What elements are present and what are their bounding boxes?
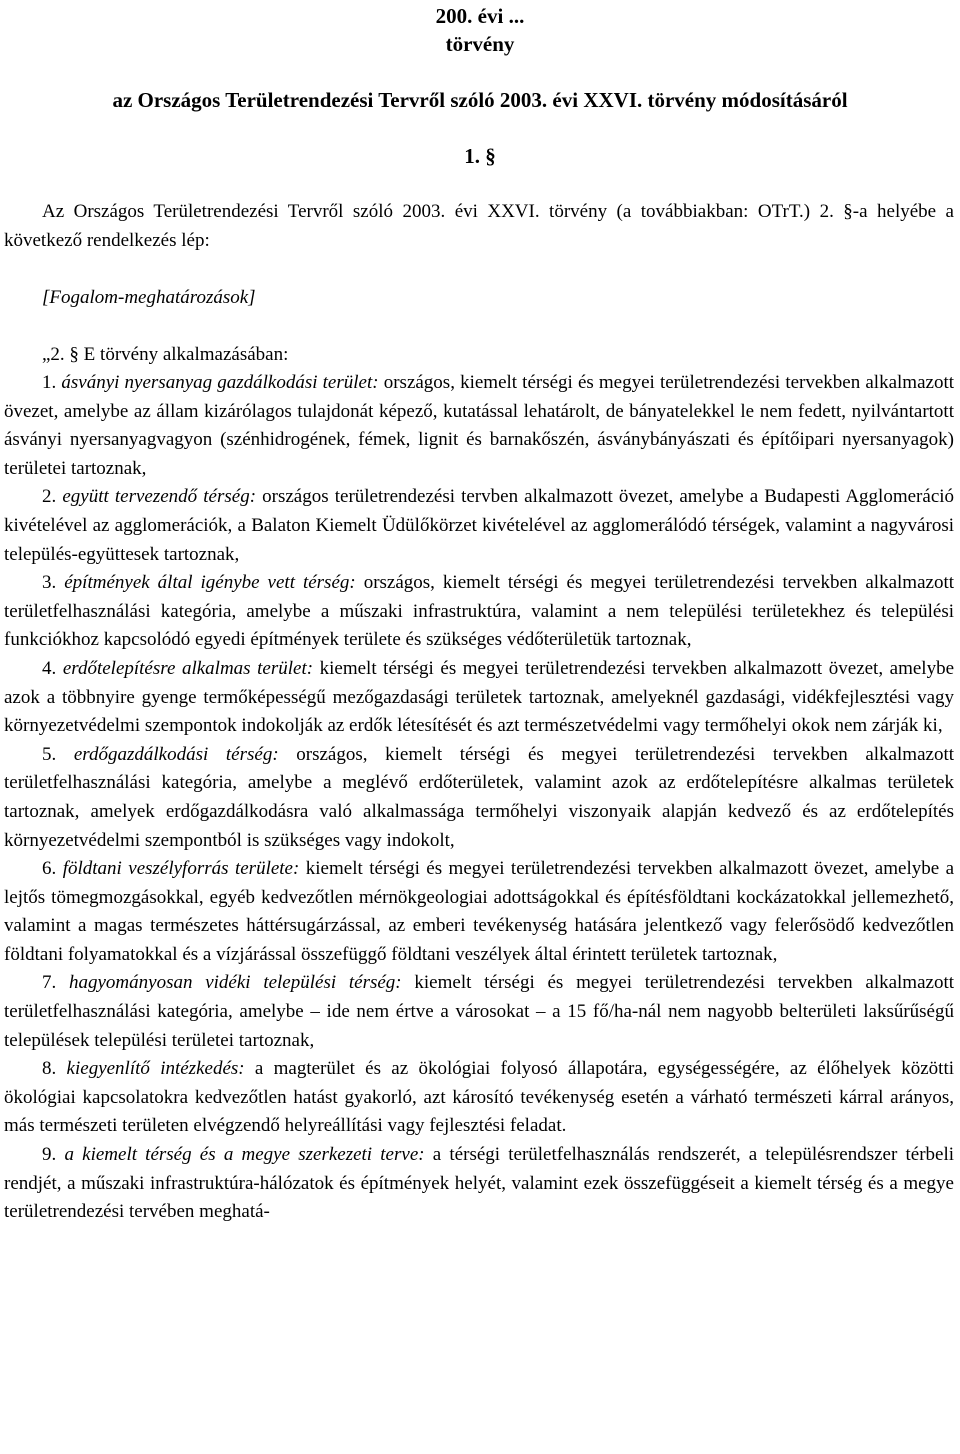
definition-number: 3. — [42, 572, 57, 594]
definition-item — [4, 741, 954, 855]
definition-item — [4, 569, 954, 655]
law-title: az Országos Területrendezési Tervről szóló 2003. évi XXVI. törvény módosításáról — [112, 88, 848, 112]
definition-term: hagyományosan vidéki települési térség: — [69, 972, 402, 994]
definition-text: országos, kiemelt térségi és megyei területrendezési tervekben alkalmazott területfelhasználási kategória, amelybe a meglévő erdőterületek, valamint azok az erdőtelepítésre alkalmas területek tartoznak, amelyek erdőgazdálkodásra való alkalmassága termőhelyi viszonyaik alapján kedvező és az erdőtelepítés környezetvédelmi szempontból is szükséges vagy indokolt, — [4, 743, 955, 851]
definition-term: erdőtelepítésre alkalmas terület: — [62, 657, 314, 679]
law-type: törvény — [445, 32, 515, 56]
definition-text: kiemelt térségi és megyei területrendezési tervekben alkalmazott övezet, amelybe a lejtős tömegmozgásokkal, egyéb kedvezőtlen mérnökgeologiai adottságokkal és építésföldtani kockázatokkal jellemezhető, valamint a magas természetes háttérsugárzással, az emberi tevékenység hatására jelentkező vagy felerősödő kedvezőtlen földtani folyamatokkal és a vízjárással összefüggő földtani veszélyek által érintett területek tartoznak, — [4, 858, 955, 965]
definition-term: földtani veszélyforrás területe: — [62, 858, 300, 880]
definition-text: a térségi területfelhasználás rendszerét, a településrendszer térbeli rendjét, a műszaki infrastruktúra-hálózatok és építmények helyét, valamint ezek összefüggéseit a kiemelt térség és a megye területrendezési tervében meghatá- — [4, 1144, 955, 1223]
definition-term: kiegyenlítő intézkedés: — [66, 1058, 245, 1080]
definition-text: kiemelt térségi és megyei területrendezési tervekben alkalmazott övezet, amelybe azok a többnyire gyenge termőképességű mezőgazdasági területek tartoznak, amelyeknél gazdasági, vidékfejlesztési vagy környezetvédelmi szempontok indokolják az erdők létesítését és azt természetvédelmi vagy termőhelyi okok nem zárják ki, — [4, 657, 955, 737]
definition-number: 7. — [42, 972, 57, 994]
definition-number: 8. — [42, 1058, 57, 1080]
definition-number: 9. — [42, 1144, 57, 1166]
section-heading: [Fogalom-meghatározások] — [42, 287, 256, 308]
definition-number: 6. — [42, 858, 57, 880]
lead-line: „2. § E törvény alkalmazásában: — [42, 344, 289, 365]
definitions-list — [4, 369, 954, 1227]
definition-number: 1. — [42, 372, 57, 393]
definition-number: 5. — [42, 743, 57, 765]
definition-text: a magterület és az ökológiai folyosó állapotára, egységességére, az élőhelyek közötti ökológiai kapcsolatokra kedvezőtlen hatást gyakorló, azt károsító tevékenység esetén a várható természeti kárral arányos, más természeti területen elvégzendő helyreállítási vagy fejlesztési feladat. — [4, 1058, 954, 1137]
law-number: 200. évi ... — [435, 4, 525, 28]
definition-term: erdőgazdálkodási térség: — [73, 743, 279, 765]
definition-item — [4, 1141, 954, 1227]
definition-item — [4, 369, 954, 483]
definition-item — [4, 655, 954, 741]
section-number: 1. § — [464, 144, 496, 168]
definition-term: ásványi nyersanyag gazdálkodási terület: — [61, 372, 379, 393]
definition-term: együtt tervezendő térség: — [62, 486, 257, 508]
definition-item — [4, 1055, 954, 1141]
definition-item — [4, 855, 954, 969]
definition-text: kiemelt térségi és megyei területrendezési tervekben alkalmazott területfelhasználási kategória, amelybe – ide nem értve a városokat – a 15 fő/ha-nál nem nagyobb belterületi laksűrűségű települések települési területei tartoznak, — [4, 972, 955, 1051]
definition-number: 2. — [42, 486, 57, 508]
definition-term: a kiemelt térség és a megye szerkezeti terve: — [64, 1144, 425, 1166]
intro-text: Az Országos Területrendezési Tervről szóló 2003. évi XXVI. törvény (a továbbiakban: OTrT.) 2. §-a helyébe a következő rendelkezés lép: — [4, 201, 954, 251]
definition-text: országos, kiemelt térségi és megyei területrendezési tervekben alkalmazott övezet, amelybe az állam kizárólagos tulajdonát képező, kutatással lehatárolt, de bányatelekkel le nem fedett, nyilvántartott ásványi nyersanyagvagyon (szénhidrogének, fémek, lignit és barnakőszén, ásványbányászati és építőipari nyersanyagok) területei tartoznak, — [4, 372, 954, 479]
definition-item — [4, 969, 954, 1055]
intro-paragraph — [4, 198, 954, 255]
definition-number: 4. — [42, 657, 57, 679]
definition-term: építmények által igénybe vett térség: — [64, 572, 356, 594]
definition-text: országos, kiemelt térségi és megyei területrendezési tervekben alkalmazott területfelhasználási kategória, amelybe a műszaki infrastruktúra, valamint a nem települési területekhez és települési funkciókhoz kapcsolódó egyedi építmények területe és szükséges védőterületük tartoznak, — [4, 572, 954, 651]
definition-item — [4, 483, 954, 569]
definition-text: országos területrendezési tervben alkalmazott övezet, amelybe a Budapesti Agglomeráció kivételével az agglomerációk, a Balaton Kiemelt Üdülőkörzet kivételével az agglomerálódó térségek, valamint a nagyvárosi település-együttesek tartoznak, — [4, 486, 955, 565]
